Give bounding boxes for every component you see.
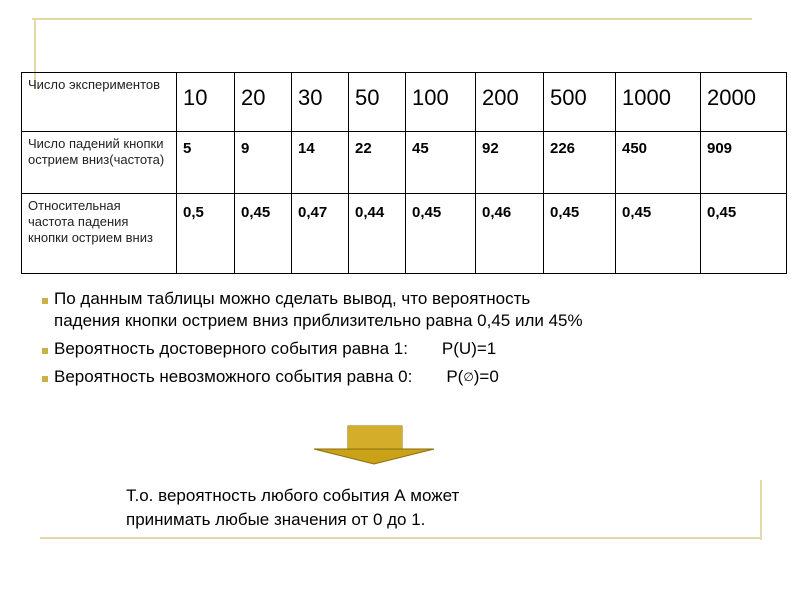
formula-prefix: P( xyxy=(446,367,464,386)
bullet-text: Вероятность достоверного события равна 1: xyxy=(54,339,408,358)
table-cell: 0,45 xyxy=(544,194,616,274)
conclusion-line: принимать любые значения от 0 до 1. xyxy=(126,510,426,529)
table-cell: 0,47 xyxy=(292,194,349,274)
table-cell: 500 xyxy=(544,73,616,132)
table-cell: 20 xyxy=(235,73,292,132)
table-cell: 10 xyxy=(177,73,235,132)
bullet-text: падения кнопки острием вниз приблизительно равна 0,45 или 45% xyxy=(54,311,583,330)
row-header-experiments: Число экспериментов xyxy=(22,73,177,132)
conclusion-line: Т.о. вероятность любого события А может xyxy=(126,486,460,505)
bullet-square-icon xyxy=(42,298,48,304)
formula-impossible xyxy=(446,366,499,388)
empty-set-icon: ∅ xyxy=(463,370,474,384)
bullet-square-icon xyxy=(42,376,48,382)
table-cell: 0,45 xyxy=(406,194,476,274)
bullet-text: Вероятность невозможного события равна 0: xyxy=(54,367,413,386)
decor-line-bottom xyxy=(40,537,760,539)
table-cell: 0,45 xyxy=(235,194,292,274)
decor-line-right xyxy=(760,480,762,540)
table-cell: 45 xyxy=(406,132,476,194)
table-cell: 0,46 xyxy=(476,194,544,274)
bullet-item xyxy=(42,288,583,332)
formula-suffix: )=0 xyxy=(473,367,499,386)
conclusion-text xyxy=(126,484,459,532)
row-header-frequency: Число падений кнопки острием вниз(частота) xyxy=(22,132,177,194)
table-cell: 0,5 xyxy=(177,194,235,274)
table-cell: 92 xyxy=(476,132,544,194)
decor-line-top xyxy=(32,18,752,20)
table-cell: 200 xyxy=(476,73,544,132)
experiment-table xyxy=(21,72,787,274)
formula-certain: P(U)=1 xyxy=(441,339,497,358)
table-row xyxy=(22,132,787,194)
bullet-text: По данным таблицы можно сделать вывод, что вероятность xyxy=(54,289,531,308)
table-row xyxy=(22,73,787,132)
table-cell: 50 xyxy=(349,73,406,132)
table-cell: 909 xyxy=(701,132,787,194)
table-cell: 0,45 xyxy=(701,194,787,274)
table-cell: 450 xyxy=(616,132,701,194)
table-cell: 30 xyxy=(292,73,349,132)
bullet-list xyxy=(42,288,583,394)
bullet-item xyxy=(42,338,583,360)
bullet-item xyxy=(42,366,583,388)
row-header-relative-frequency: Относительная частота падения кнопки острием вниз xyxy=(22,194,177,274)
table-cell: 100 xyxy=(406,73,476,132)
table-cell: 2000 xyxy=(701,73,787,132)
table-cell: 14 xyxy=(292,132,349,194)
table-cell: 1000 xyxy=(616,73,701,132)
table-cell: 22 xyxy=(349,132,406,194)
table-cell: 9 xyxy=(235,132,292,194)
down-arrow-icon xyxy=(312,425,436,465)
table-cell: 0,44 xyxy=(349,194,406,274)
table-cell: 226 xyxy=(544,132,616,194)
bullet-square-icon xyxy=(42,348,48,354)
table-cell: 5 xyxy=(177,132,235,194)
table-cell: 0,45 xyxy=(616,194,701,274)
table-row xyxy=(22,194,787,274)
